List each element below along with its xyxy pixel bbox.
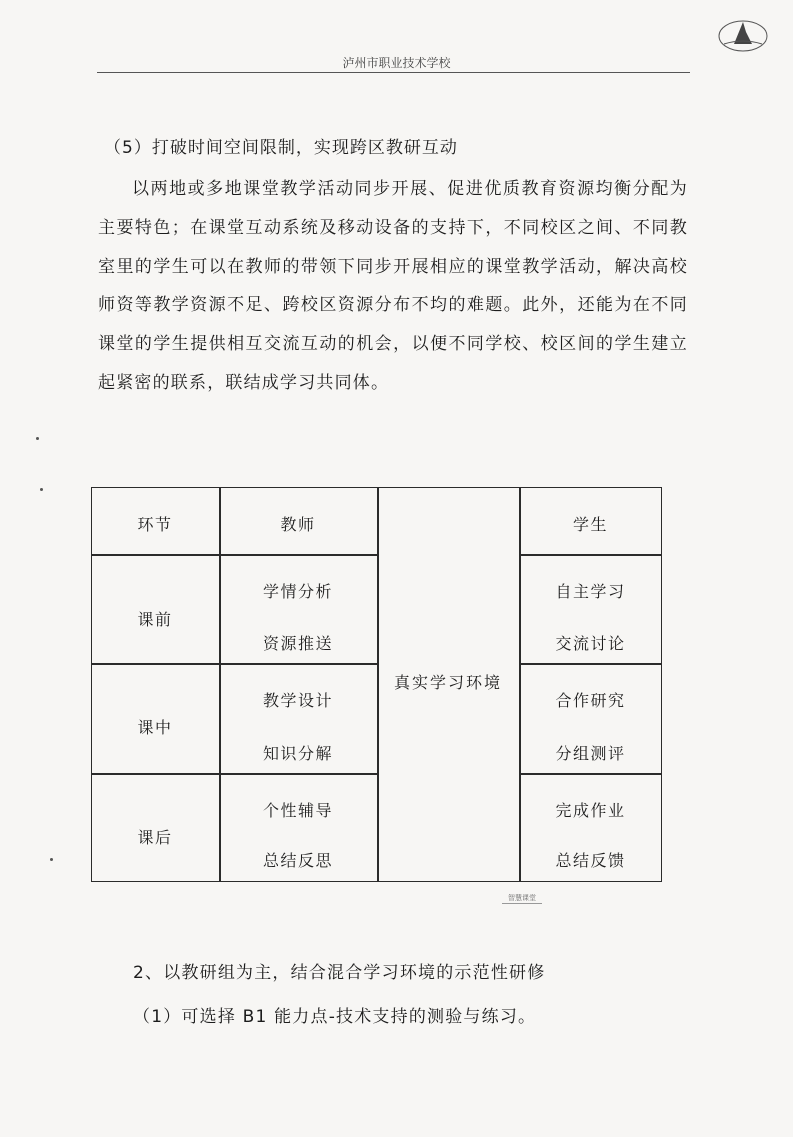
teaching-process-table <box>91 487 662 882</box>
table-line <box>91 663 378 665</box>
row-stage: 课前 <box>137 610 173 629</box>
table-line <box>91 554 378 556</box>
teacher-item: 个性辅导 <box>262 801 333 820</box>
table-line <box>219 487 221 882</box>
student-item: 总结反馈 <box>555 851 626 870</box>
subsection-1-heading: （1）可选择 B1 能力点-技术支持的测验与练习。 <box>133 1007 537 1027</box>
section-2-heading: 2、以教研组为主，结合混合学习环境的示范性研修 <box>133 963 546 983</box>
center-learning-environment: 真实学习环境 <box>393 673 502 692</box>
student-item: 分组测评 <box>555 744 626 763</box>
table-line <box>519 487 521 882</box>
scan-speck <box>50 858 53 861</box>
table-line <box>519 663 662 665</box>
header-stage: 环节 <box>137 515 173 534</box>
school-logo-icon <box>716 14 770 54</box>
student-item: 合作研究 <box>555 691 626 710</box>
header-teacher: 教师 <box>280 515 316 534</box>
student-item: 交流讨论 <box>555 634 626 653</box>
header-divider <box>97 72 690 73</box>
teacher-item: 学情分析 <box>262 582 333 601</box>
teacher-item: 教学设计 <box>262 691 333 710</box>
table-line <box>519 773 662 775</box>
row-stage: 课中 <box>137 718 173 737</box>
teacher-item: 资源推送 <box>262 634 333 653</box>
table-line <box>519 554 662 556</box>
student-item: 自主学习 <box>555 582 626 601</box>
watermark-stamp: 智慧课堂 <box>502 893 542 904</box>
scan-speck <box>36 437 39 440</box>
teacher-item: 总结反思 <box>262 851 333 870</box>
header-student: 学生 <box>572 515 608 534</box>
header-school-name: 泸州市职业技术学校 <box>342 56 451 70</box>
student-item: 完成作业 <box>555 801 626 820</box>
teacher-item: 知识分解 <box>262 744 333 763</box>
section-heading: （5）打破时间空间限制，实现跨区教研互动 <box>104 138 458 158</box>
section-paragraph: 以两地或多地课堂教学活动同步开展、促进优质教育资源均衡分配为主要特色；在课堂互动系统及移动设备的支持下，不同校区之间、不同教室里的学生可以在教师的带领下同步开展相应的课堂教学活动，解决高校师资等教学资源不足、跨校区资源分布不均的难题。此外，还能为在不同课堂的学生提供相互交流互动的机会，以便不同学校、校区间的学生建立起紧密的联系，联结成学习共同体。 <box>98 179 688 393</box>
scan-speck <box>40 488 43 491</box>
row-stage: 课后 <box>137 828 173 847</box>
table-line <box>91 773 378 775</box>
